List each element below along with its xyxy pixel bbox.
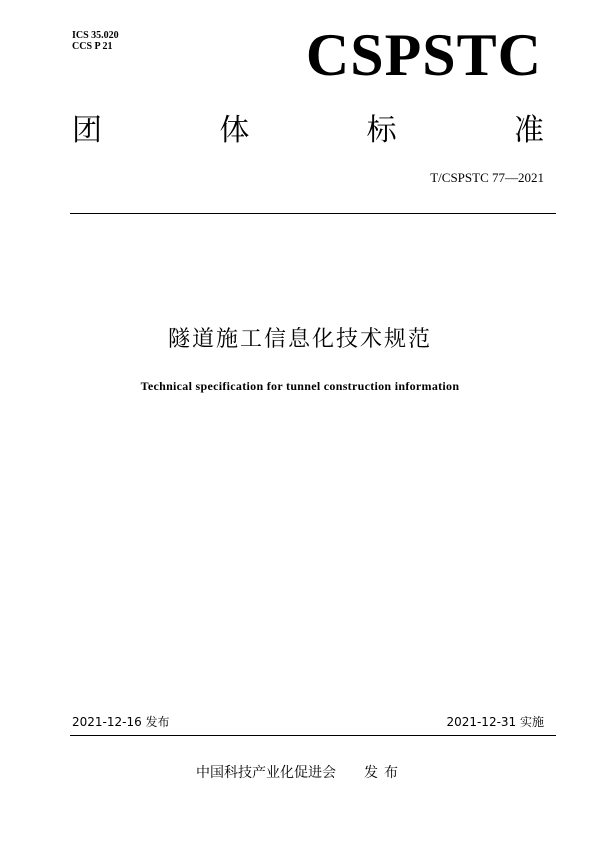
issuer-organization: 中国科技产业化促进会 [196, 765, 336, 781]
title-english: Technical specification for tunnel construction information [140, 379, 460, 393]
classification-codes [72, 30, 119, 52]
implementation-date: 2021-12-31 实施 [446, 715, 544, 729]
issuer-action: 发布 [364, 765, 404, 781]
issue-date: 2021-12-16 发布 [72, 715, 170, 729]
standard-type-char: 标 [366, 113, 397, 148]
brand-logo-text: CSPSTC [305, 22, 542, 88]
issuer-line [0, 764, 600, 782]
standard-type-char: 准 [513, 113, 544, 148]
bottom-divider [70, 735, 556, 736]
standard-number: T/CSPSTC 77—2021 [430, 170, 544, 185]
standard-type-char: 团 [72, 113, 102, 148]
ccs-code: CCS P 21 [72, 41, 113, 52]
standard-type-char: 体 [219, 113, 250, 148]
standard-type [72, 114, 544, 148]
top-divider [70, 213, 556, 214]
ics-code: ICS 35.020 [72, 30, 119, 41]
title-chinese: 隧道施工信息化技术规范 [167, 327, 432, 352]
